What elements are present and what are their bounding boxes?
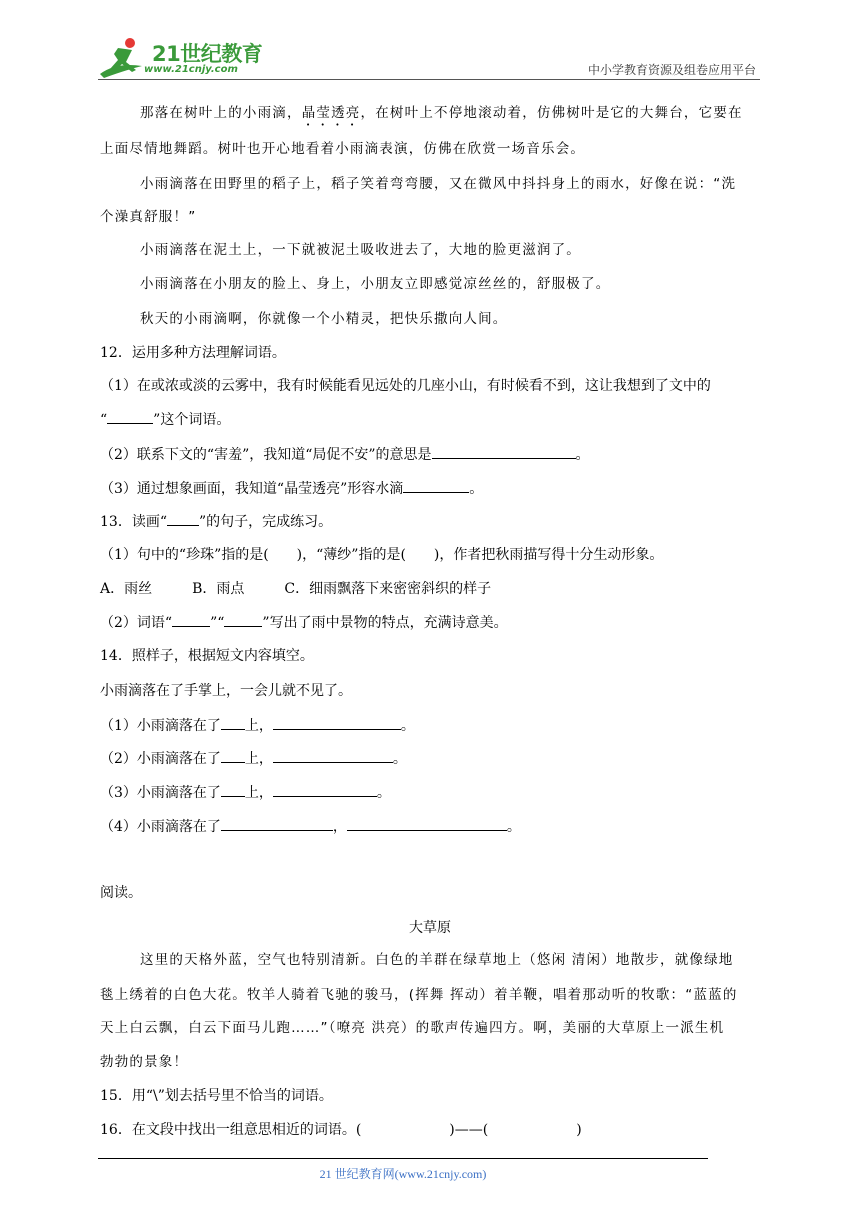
site-logo[interactable] xyxy=(96,36,266,80)
q14-item-1: （1）小雨滴落在了 上， 。 xyxy=(100,718,415,734)
passage1-p5: 秋天的小雨滴啊，你就像一个小精灵，把快乐撒向人间。 xyxy=(140,311,508,327)
platform-name: 中小学教育资源及组卷应用平台 xyxy=(587,63,756,77)
q13-options xyxy=(100,580,765,598)
answer-blank[interactable] xyxy=(221,716,245,730)
answer-blank[interactable] xyxy=(221,817,333,831)
q14-example: 小雨滴落在了手掌上，一会儿就不见了。 xyxy=(100,683,352,699)
reading-line-4: 勃勃的景象！ xyxy=(100,1054,189,1070)
q13-s1: （1）句中的“珍珠”指的是( )，“薄纱”指的是( )，作者把秋雨描写得十分生动形象。 xyxy=(100,547,664,563)
footer-text[interactable]: 21 世纪教育网(www.21cnjy.com) xyxy=(319,1167,487,1181)
passage1-p2-line1: 小雨滴落在田野里的稻子上，稻子笑着弯弯腰，又在微风中抖抖身上的雨水，好像在说：“洗 xyxy=(140,176,737,192)
reading-line-1: 这里的天格外蓝，空气也特别清新。白色的羊群在绿草地上（悠闲 清闲）地散步，就像绿地 xyxy=(140,952,734,968)
answer-blank[interactable] xyxy=(221,749,245,763)
q14-item-4: （4）小雨滴落在了 ， 。 xyxy=(100,819,521,835)
answer-blank[interactable] xyxy=(273,783,377,797)
q12-s1-line1: （1）在或浓或淡的云雾中，我有时候能看见远处的几座小山，有时候看不到，这让我想到了文中的 xyxy=(100,378,711,394)
q12-s2: （2）联系下文的“害羞”，我知道“局促不安”的意思是 。 xyxy=(100,447,590,463)
q15-title: 15．用“\”划去括号里不恰当的词语。 xyxy=(100,1088,333,1104)
reading-line-2: 毯上绣着的白色大花。牧羊人骑着飞驰的骏马，(挥舞 挥动）着羊鞭，唱着那动听的牧歌：“蓝蓝的 xyxy=(100,987,738,1003)
answer-blank[interactable] xyxy=(273,716,401,730)
answer-blank[interactable] xyxy=(273,749,393,763)
q13-title: 13．读画“ ”的句子，完成练习。 xyxy=(100,514,333,530)
q16-title: 16．在文段中找出一组意思相近的词语。( )——( ) xyxy=(100,1122,582,1138)
passage1-p3: 小雨滴落在泥土上，一下就被泥土吸收进去了，大地的脸更滋润了。 xyxy=(140,242,581,258)
underline-sample xyxy=(167,512,199,526)
passage1-p1-line1: 那落在树叶上的小雨滴，晶莹透亮，在树叶上不停地滚动着，仿佛树叶是它的大舞台，它要在 xyxy=(140,105,743,121)
passage1-p2-line2: 个澡真舒服！” xyxy=(100,209,197,225)
emphasis-dots-text: 晶莹透亮 xyxy=(301,105,361,121)
passage1-p1-line2: 上面尽情地舞蹈。树叶也开心地看着小雨滴表演，仿佛在欣赏一场音乐会。 xyxy=(100,141,586,157)
q12-s3: （3）通过想象画面，我知道“晶莹透亮”形容水滴 。 xyxy=(100,481,484,497)
q13-s2: （2）词语“ ”“ ”写出了雨中景物的特点，充满诗意美。 xyxy=(100,615,508,631)
q14-item-2: （2）小雨滴落在了 上， 。 xyxy=(100,751,407,767)
reading-title: 大草原 xyxy=(409,920,451,936)
q14-item-3: （3）小雨滴落在了 上， 。 xyxy=(100,785,391,801)
option-b[interactable]: B．雨点 xyxy=(192,581,245,597)
q12-s1-line2: “ ”这个词语。 xyxy=(100,412,231,428)
reading-label: 阅读。 xyxy=(100,885,142,901)
answer-blank[interactable] xyxy=(432,445,576,459)
footer-divider xyxy=(98,1158,708,1159)
answer-blank[interactable] xyxy=(221,783,245,797)
logo-brand-text: 21世纪教育 xyxy=(152,42,263,66)
option-c[interactable]: C．细雨飘落下来密密斜织的样子 xyxy=(284,581,492,597)
header-divider xyxy=(98,79,760,80)
logo-url-text: www.21cnjy.com xyxy=(144,64,238,75)
passage1-p4: 小雨滴落在小朋友的脸上、身上，小朋友立即感觉凉丝丝的，舒服极了。 xyxy=(140,276,611,292)
answer-blank[interactable] xyxy=(403,479,469,493)
reading-line-3: 天上白云飘，白云下面马儿跑……”（嘹亮 洪亮）的歌声传遍四方。啊，美丽的大草原上一派生机 xyxy=(100,1020,725,1036)
q12-title: 12．运用多种方法理解词语。 xyxy=(100,345,286,361)
answer-blank[interactable] xyxy=(172,613,210,627)
option-a[interactable]: A．雨丝 xyxy=(100,581,153,597)
answer-blank[interactable] xyxy=(107,410,153,424)
page-header xyxy=(0,0,860,84)
answer-blank[interactable] xyxy=(224,613,262,627)
answer-blank[interactable] xyxy=(347,817,507,831)
q14-title: 14．照样子，根据短文内容填空。 xyxy=(100,648,314,664)
